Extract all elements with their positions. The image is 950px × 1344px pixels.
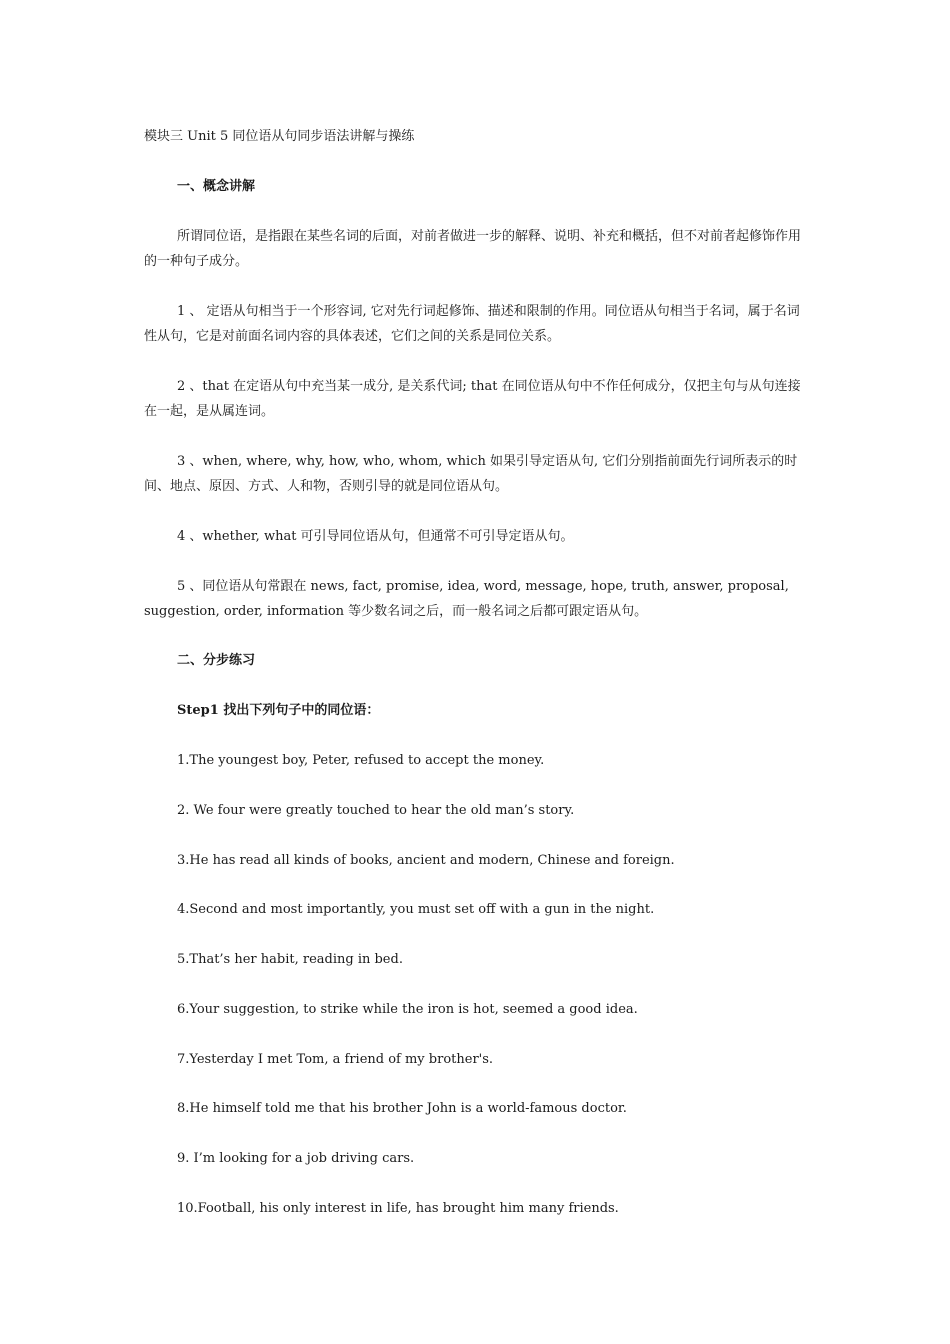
- step1-heading: Step1 找出下列句子中的同位语：: [177, 703, 380, 718]
- exercise-item: 9. I’m looking for a job driving cars.: [177, 1151, 415, 1166]
- exercise-item: 1.The youngest boy, Peter, refused to accept the money.: [177, 753, 545, 768]
- point-4: 4 、whether, what 可引导同位语从句，但通常不可引导定语从句。: [177, 529, 574, 544]
- point-3: 3 、when, where, why, how, who, whom, which 如果引导定语从句, 它们分别指前面先行词所表示的时间、地点、原因、方式、人和物，否则引导的就是同位语从句。: [144, 454, 798, 494]
- exercise-item: 6.Your suggestion, to strike while the iron is hot, seemed a good idea.: [177, 1002, 638, 1017]
- exercise-item: 8.He himself told me that his brother John is a world-famous doctor.: [177, 1101, 627, 1116]
- section-heading-concepts: 一、概念讲解: [177, 179, 256, 194]
- exercise-item: 10.Football, his only interest in life, has brought him many friends.: [177, 1201, 619, 1216]
- exercise-item: 7.Yesterday I met Tom, a friend of my brother's.: [177, 1052, 494, 1067]
- exercise-item: 5.That’s her habit, reading in bed.: [177, 952, 403, 967]
- point-1: 1 、 定语从句相当于一个形容词, 它对先行词起修饰、描述和限制的作用。同位语从句相当于名词，属于名词性从句，它是对前面名词内容的具体表述，它们之间的关系是同位关系。: [144, 304, 800, 344]
- exercise-item: 3.He has read all kinds of books, ancient and modern, Chinese and foreign.: [177, 853, 675, 868]
- intro-paragraph: 所谓同位语，是指跟在某些名词的后面，对前者做进一步的解释、说明、补充和概括，但不对前者起修饰作用的一种句子成分。: [144, 229, 802, 269]
- point-5: 5 、同位语从句常跟在 news, fact, promise, idea, word, message, hope, truth, answer, proposal, suggestion, order, information 等少数名词之后，而一般名词之后都可跟定语从句。: [144, 579, 789, 619]
- document-title: 模块三 Unit 5 同位语从句同步语法讲解与操练: [144, 129, 415, 144]
- exercise-item: 2. We four were greatly touched to hear the old man’s story.: [177, 803, 575, 818]
- section-heading-practice: 二、分步练习: [177, 653, 256, 668]
- point-2: 2 、that 在定语从句中充当某一成分, 是关系代词; that 在同位语从句中不作任何成分，仅把主句与从句连接在一起，是从属连词。: [144, 379, 801, 419]
- exercise-item: 4.Second and most importantly, you must set off with a gun in the night.: [177, 902, 655, 917]
